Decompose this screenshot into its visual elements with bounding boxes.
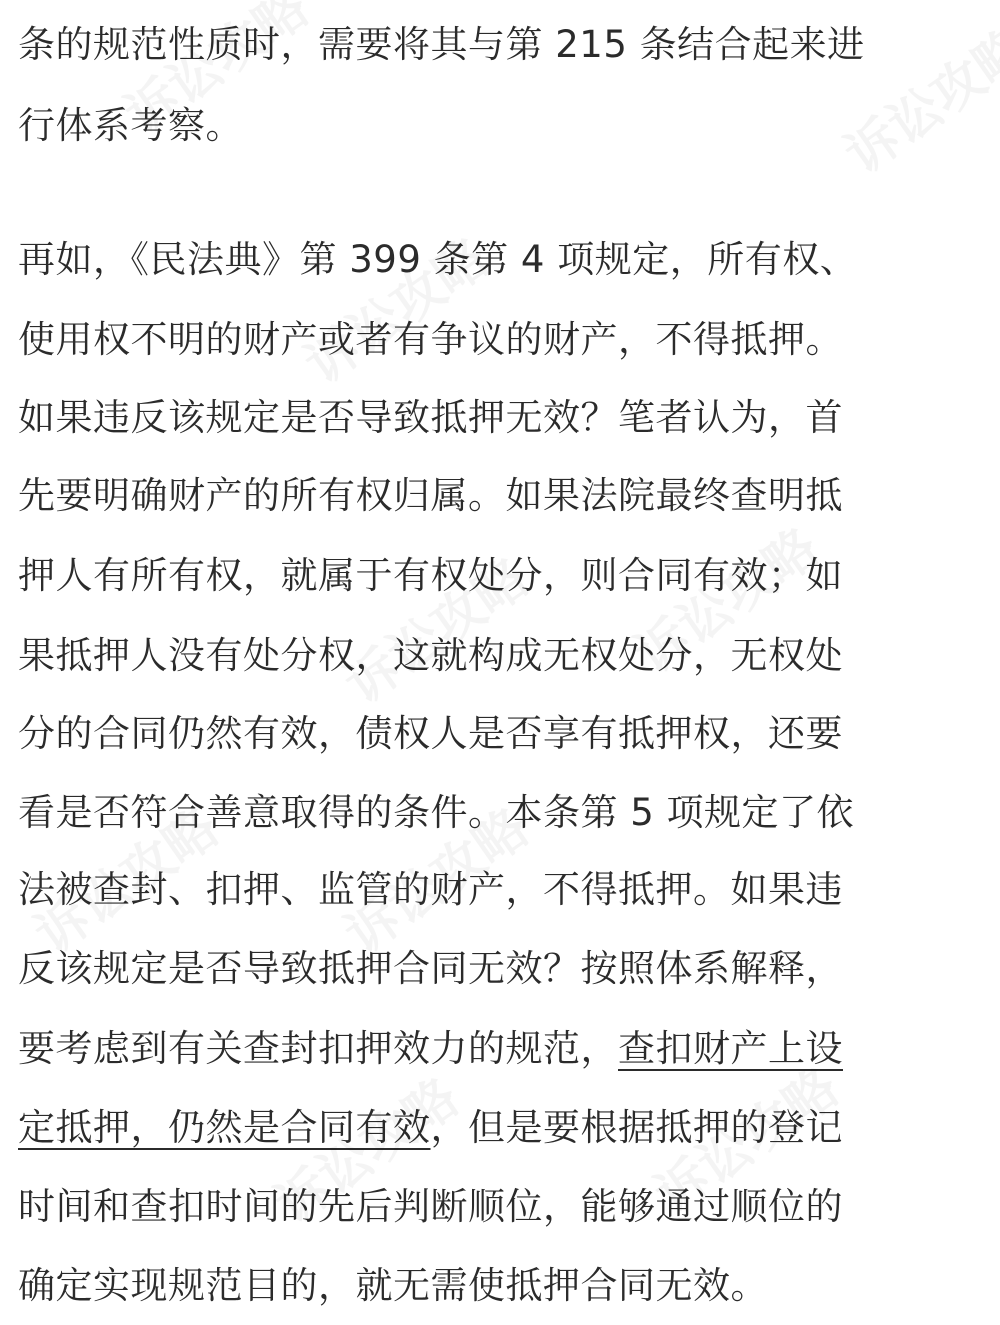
text-segment: 要考虑到有关查封扣押效力的规范，: [18, 1027, 618, 1070]
text-line: 时间和查扣时间的先后判断顺位，能够通过顺位的: [18, 1185, 843, 1228]
underlined-text: 定抵押，仍然是合同有效: [18, 1106, 431, 1149]
text-line: 先要明确财产的所有权归属。如果法院最终查明抵: [18, 474, 843, 517]
text-line: 果抵押人没有处分权，这就构成无权处分，无权处: [18, 634, 843, 677]
text-line: [18, 1010, 984, 1088]
text-line: 反该规定是否导致抵押合同无效？按照体系解释，: [18, 947, 843, 990]
text-line: 行体系考察。: [18, 104, 243, 147]
underlined-text: 查扣财产上设: [618, 1027, 843, 1070]
text-line: [18, 1089, 984, 1167]
text-line: 押人有所有权，就属于有权处分，则合同有效；如: [18, 554, 843, 597]
text-line: 条的规范性质时，需要将其与第 215 条结合起来进: [18, 23, 865, 66]
text-segment: ，但是要根据抵押的登记: [430, 1106, 843, 1149]
text-line: 分的合同仍然有效，债权人是否享有抵押权，还要: [18, 712, 843, 755]
text-line: 使用权不明的财产或者有争议的财产，不得抵押。: [18, 318, 843, 361]
text-line: 法被查封、扣押、监管的财产，不得抵押。如果违: [18, 868, 843, 911]
text-line: 确定实现规范目的，就无需使抵押合同无效。: [18, 1264, 768, 1307]
text-line: 再如，《民法典》第 399 条第 4 项规定，所有权、: [18, 238, 858, 281]
text-line: 如果违反该规定是否导致抵押无效？笔者认为，首: [18, 396, 843, 439]
text-line: 看是否符合善意取得的条件。本条第 5 项规定了依: [18, 791, 855, 834]
